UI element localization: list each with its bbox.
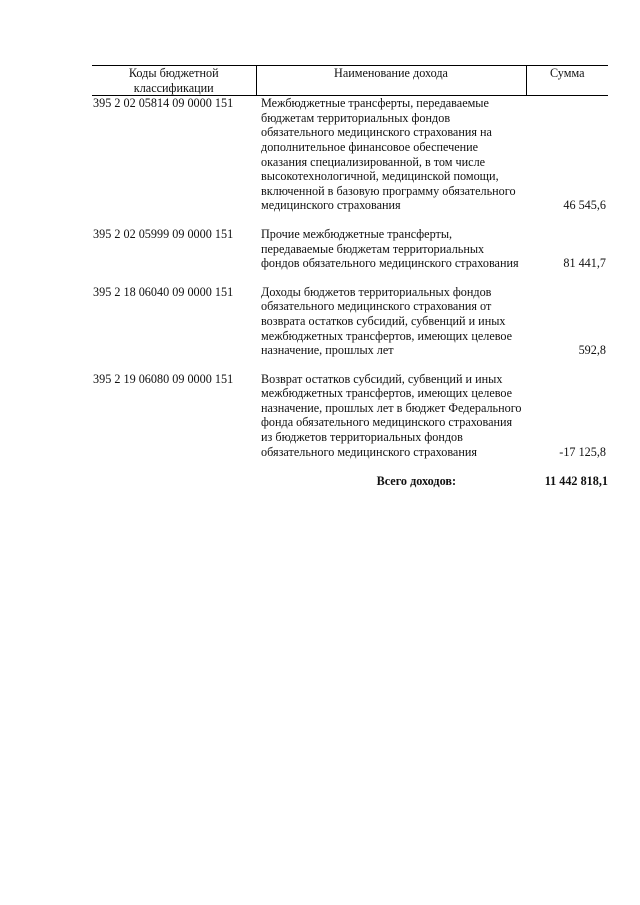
header-sum: Сумма — [526, 66, 608, 96]
row-name: Прочие межбюджетные трансферты, передаваемые бюджетам территориальных фондов обязательного медицинского страхования — [261, 226, 519, 271]
row-code: 395 2 19 06080 09 0000 151 — [93, 371, 234, 386]
row-code: 395 2 18 06040 09 0000 151 — [93, 284, 234, 299]
row-name: Доходы бюджетов территориальных фондов обязательного медицинского страхования от возврата остатков субсидий, субвенций и иных межбюджетных трансфертов, имеющих целевое назначение, прошлых лет — [261, 284, 513, 358]
total-sum: 11 442 818,1 — [544, 474, 608, 489]
table-header-row — [92, 66, 608, 96]
row-sum: -17 125,8 — [559, 444, 606, 459]
header-codes: Коды бюджетной классификации — [92, 66, 256, 96]
row-name: Межбюджетные трансферты, передаваемые бюджетам территориальных фондов обязательного медицинского страхования на дополнительное финансовое обеспечение оказания специализированной, в том числе высокотехнологичной, медицинской помощи, включенной в базовую программу обязательного медицинского страхования — [261, 96, 516, 213]
total-label: Всего доходов: — [376, 474, 456, 489]
row-sum: 81 441,7 — [563, 256, 606, 271]
row-spacer — [92, 213, 608, 227]
total-row — [92, 473, 608, 489]
row-sum: 592,8 — [578, 343, 606, 358]
table-row — [92, 372, 608, 460]
row-spacer — [92, 271, 608, 285]
row-code: 395 2 02 05999 09 0000 151 — [93, 226, 234, 241]
row-spacer — [92, 459, 608, 473]
table-row — [92, 227, 608, 271]
row-name: Возврат остатков субсидий, субвенций и иных межбюджетных трансфертов, имеющих целевое назначение, прошлых лет в бюджет Федерального фонда обязательного медицинского страхования из бюджетов территориальных фондов обязательного медицинского страхования — [261, 371, 522, 459]
row-sum: 46 545,6 — [563, 198, 606, 213]
table-row — [92, 96, 608, 213]
header-name: Наименование дохода — [256, 66, 526, 96]
income-table — [92, 65, 608, 489]
row-spacer — [92, 358, 608, 372]
table-row — [92, 285, 608, 358]
row-code: 395 2 02 05814 09 0000 151 — [93, 96, 234, 111]
